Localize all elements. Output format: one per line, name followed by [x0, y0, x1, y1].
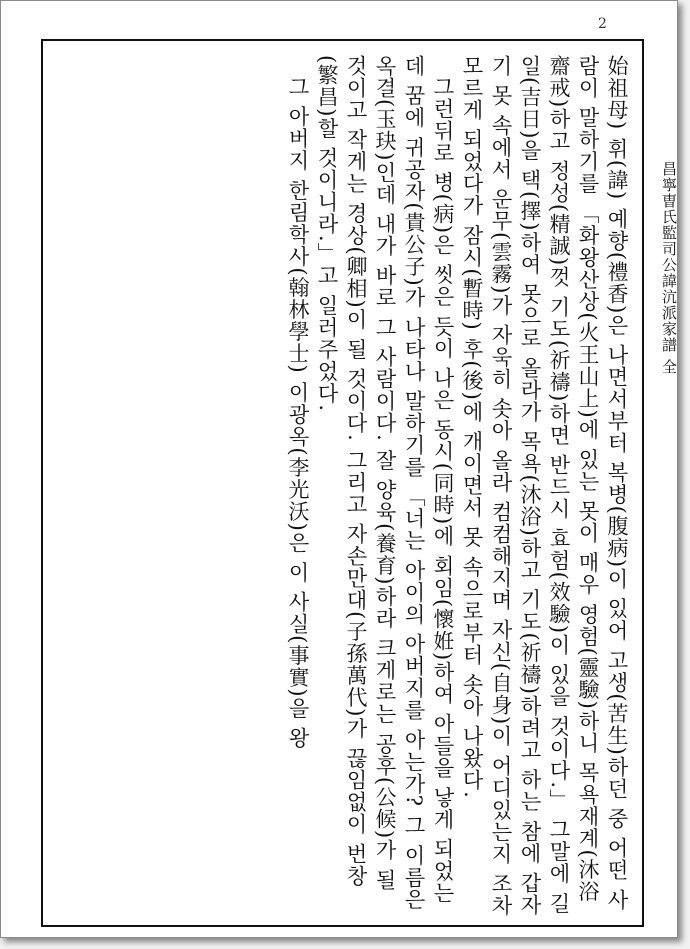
paragraph-1: 始祖母) 휘(諱) 예향(禮香)은 나면서부터 복병(腹病)이 있어 고생(苦生)하던 중 어떤 사람이 말하기를 「화왕산상(火王山上)에 있는 못이 매우 영험(靈驗)하니 목욕재계(沐浴齋戒)하고 정성(精誠)껏 기도(祈禱)하면 반드시 효험(效驗)이 있을 것이다.」 그말에 길일(吉日)을 택(擇)하여 못으로 올라가 목욕(沐浴)하고 기도(祈禱)하려고 하는 참에 갑자기 못 속에서 운무(雲霧)가 자욱히 솟아 올라 컴컴해지며 자신(自身)이 어디있는지 조차 모르게 되었다가 잠시(暫時) 후(後)에 개이면서 못 속으로부터 솟아 나왔다.	[460, 55, 629, 917]
paragraph-3: 그 아버지 한림학사(翰林學士) 이광옥(李光沃)은 이 사실(事實)을 왕	[286, 76, 310, 750]
paragraph-2: 그런뒤로 병(病)은 씻은 듯이 나은 동시(同時)에 회임(懷姙)하여 아들을 낳게 되었는데 꿈에 귀공자(貴公子)가 나타나 말하기를 「너는 아이의 아버지를 아는가? 그 이름은 옥결(玉玦)인데 내가 바로 그 사람이다. 잘 양육(養育)하라 크게로는 공후(公候)가 될 것이고 작게는 경상(卿相)이 될 것이다. 그리고 자손만대(子孫萬代)가 끊임없이 번창(繁昌)할 것이니라.」고 일러주었다.	[315, 55, 455, 911]
page-number: 2	[598, 16, 607, 32]
vertical-body-text	[56, 55, 631, 917]
genealogy-book-title: 昌寧曺氏監司公諱沆派家譜 全	[660, 161, 678, 375]
